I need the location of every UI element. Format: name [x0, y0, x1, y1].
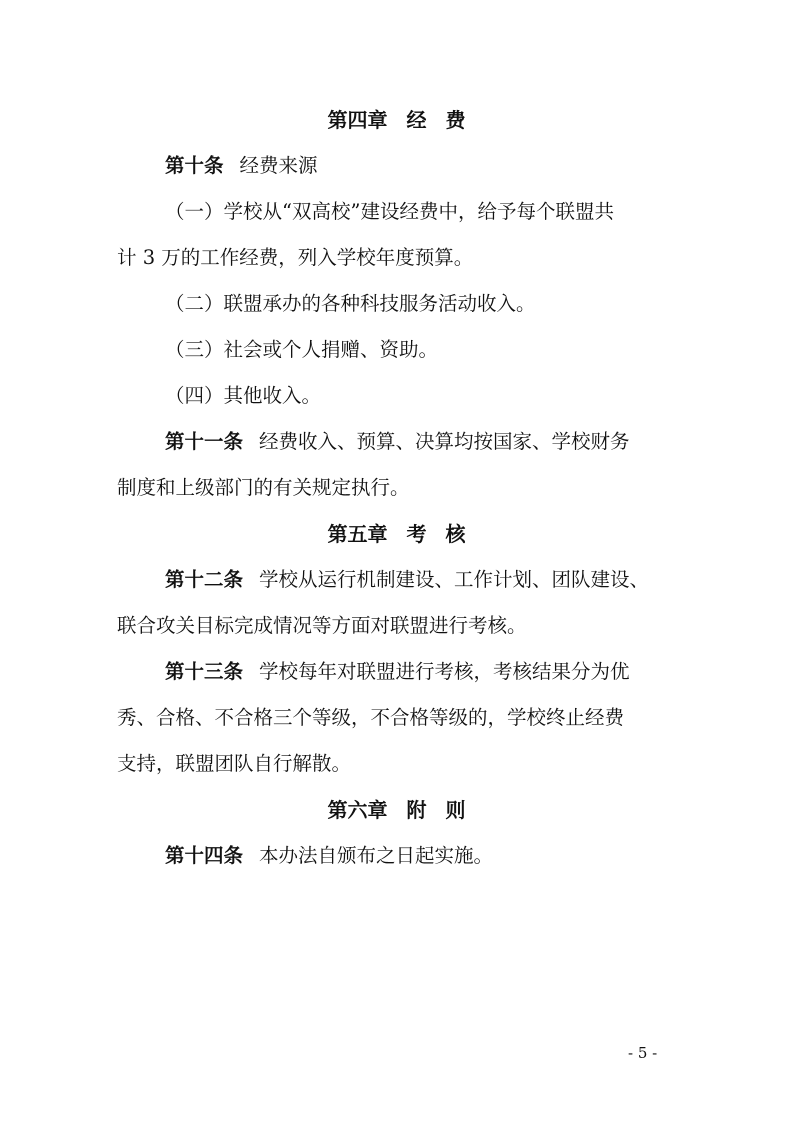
article-12-line	[165, 566, 725, 594]
paragraph-line: 支持，联盟团队自行解散。	[117, 752, 352, 775]
article-13-line	[165, 658, 725, 686]
article-text: 本办法自颁布之日起实施。	[259, 844, 494, 867]
article-text: 学校每年对联盟进行考核，考核结果分为优	[259, 660, 630, 683]
paragraph-line: 计 3 万的工作经费，列入学校年度预算。	[117, 246, 474, 269]
article-14-line	[165, 842, 725, 870]
article-label: 第十三条	[165, 660, 244, 683]
paragraph-line: 秀、合格、不合格三个等级，不合格等级的，学校终止经费	[117, 706, 625, 729]
paragraph-line: 制度和上级部门的有关规定执行。	[117, 476, 410, 499]
article-label: 第十条	[165, 154, 224, 177]
article-10-heading	[165, 152, 725, 180]
chapter-heading-5: 第五章 考 核	[327, 522, 466, 546]
paragraph-line: （四）其他收入。	[165, 384, 322, 407]
chapter-heading-4: 第四章 经 费	[327, 108, 466, 132]
article-label: 第十四条	[165, 844, 244, 867]
article-text: 学校从运行机制建设、工作计划、团队建设、	[259, 568, 650, 591]
article-label: 第十二条	[165, 568, 244, 591]
article-text: 经费收入、预算、决算均按国家、学校财务	[259, 430, 630, 453]
page-number: - 5 -	[628, 1044, 658, 1062]
chapter-heading-6: 第六章 附 则	[327, 798, 466, 822]
article-title: 经费来源	[239, 154, 318, 177]
article-label: 第十一条	[165, 430, 244, 453]
paragraph-line: （二）联盟承办的各种科技服务活动收入。	[165, 292, 536, 315]
paragraph-line: 联合攻关目标完成情况等方面对联盟进行考核。	[117, 614, 527, 637]
article-11-line	[165, 428, 725, 456]
paragraph-line: （三）社会或个人捐赠、资助。	[165, 338, 439, 361]
paragraph-line: （一）学校从“双高校”建设经费中，给予每个联盟共	[165, 200, 614, 223]
